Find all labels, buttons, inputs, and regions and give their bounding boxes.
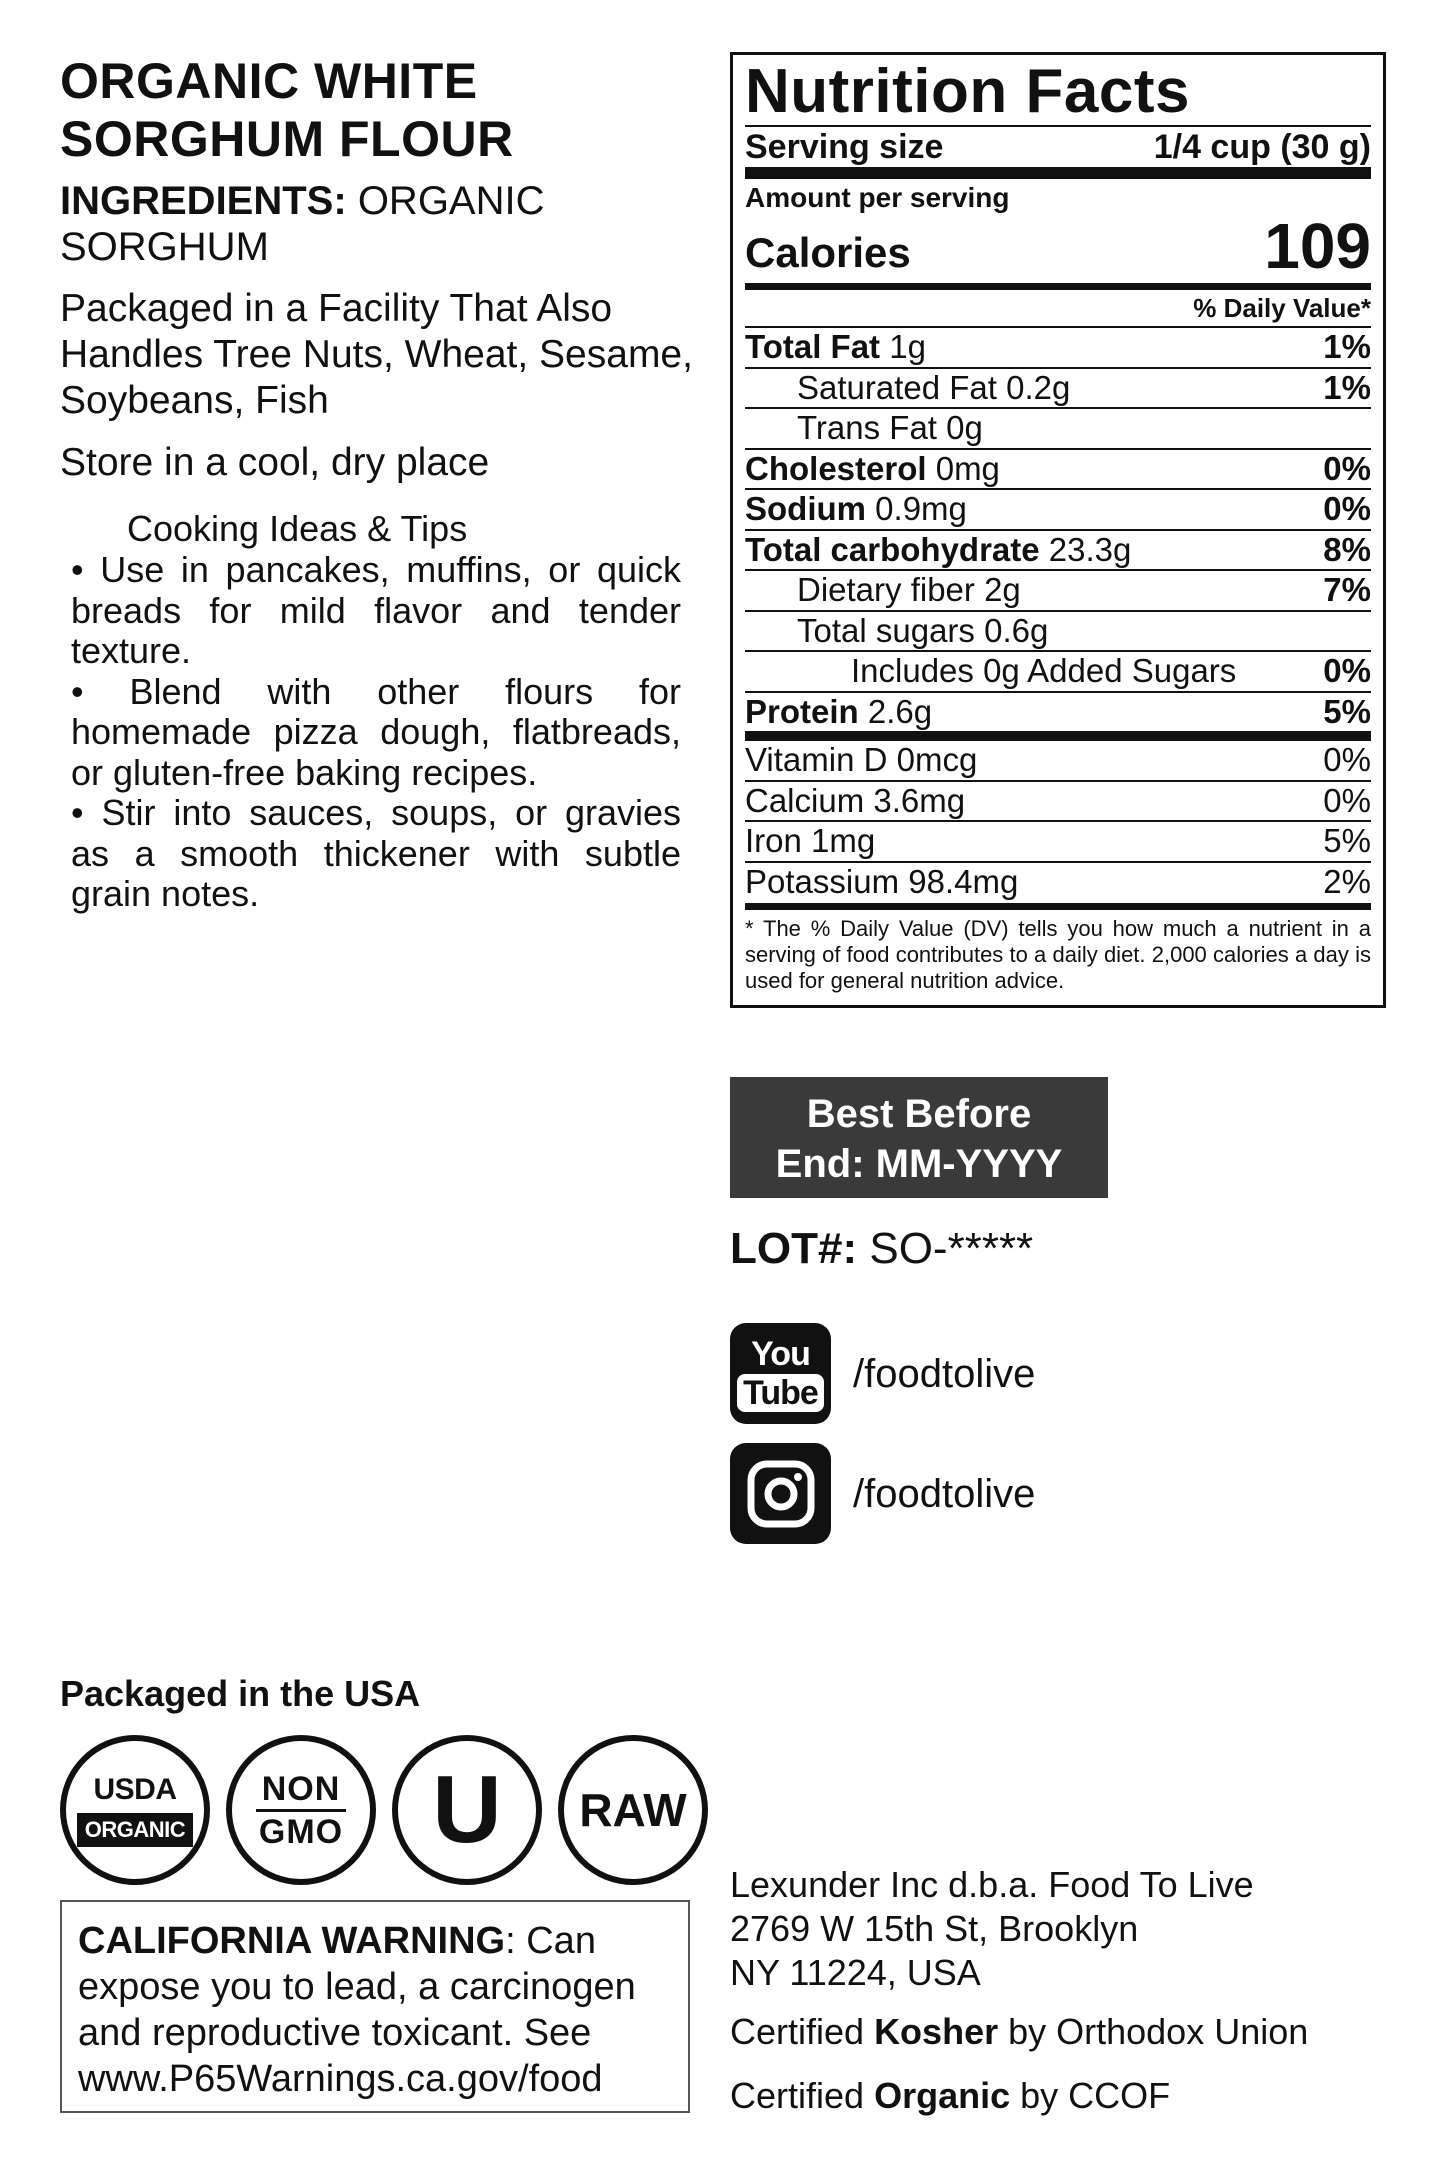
non-gmo-badge-icon <box>226 1735 376 1885</box>
vitamin-row <box>745 741 1371 782</box>
organic-bold: Organic <box>874 2075 1011 2116</box>
vitamin-row <box>745 863 1371 902</box>
vitamin-row <box>745 782 1371 823</box>
warning-label: CALIFORNIA WARNING <box>78 1920 506 1962</box>
nutrient-label: Dietary fiber <box>797 571 975 608</box>
nutrient-dv: 5% <box>1323 692 1371 730</box>
nutrient-amount: 23.3g <box>1048 530 1132 568</box>
product-title-line1: ORGANIC WHITE <box>60 53 478 109</box>
instagram-handle: /foodtolive <box>853 1471 1036 1516</box>
vitamin-dv: 2% <box>1323 862 1371 900</box>
nutrient-row <box>745 407 1371 448</box>
organic-certification <box>730 2074 1170 2118</box>
vitamin-label: Vitamin D 0mcg <box>745 741 978 778</box>
raw-badge-icon <box>558 1735 708 1885</box>
nutrient-dv: 8% <box>1323 530 1371 568</box>
nutrient-label: Cholesterol <box>745 449 927 487</box>
nutrient-dv: 0% <box>1323 449 1371 487</box>
nutrient-dv: 0% <box>1323 652 1371 689</box>
best-before-line2: End: MM-YYYY <box>775 1142 1063 1186</box>
calories-value: 109 <box>1264 210 1371 282</box>
tips-list <box>71 550 681 915</box>
nutrient-row <box>745 529 1371 570</box>
nutrient-row <box>745 650 1371 691</box>
allergen-statement: Packaged in a Facility That Also Handles Tree Nuts, Wheat, Sesame, Soybeans, Fish <box>60 287 693 422</box>
nutrient-label: Protein <box>745 692 859 730</box>
youtube-you-text: You <box>751 1334 810 1373</box>
vitamin-label: Iron 1mg <box>745 822 876 859</box>
vitamin-dv: 0% <box>1323 781 1371 819</box>
vitamin-row <box>745 822 1371 863</box>
nutrient-amount: 0.9mg <box>875 490 967 527</box>
lot-label: LOT#: <box>730 1224 858 1273</box>
california-warning <box>60 1900 690 2113</box>
nutrient-amount: 2.6g <box>867 692 933 730</box>
ou-text: U <box>432 1756 502 1863</box>
product-title <box>60 52 700 168</box>
divider <box>745 903 1371 910</box>
serving-label: Serving size <box>745 128 944 166</box>
nutrition-title: Nutrition Facts <box>745 57 1190 126</box>
nutrient-dv: 7% <box>1323 571 1371 608</box>
tip-item: • Use in pancakes, muffins, or quick breads for mild flavor and tender texture. <box>71 549 681 671</box>
nutrient-dv: 0% <box>1323 490 1371 527</box>
nutrient-label: Saturated Fat <box>797 368 997 406</box>
tip-item: • Blend with other flours for homemade pizza dough, flatbreads, or gluten-free baking recipes. <box>71 670 681 793</box>
nutrient-row <box>745 326 1371 367</box>
youtube-icon <box>730 1323 831 1424</box>
instagram-icon <box>730 1443 831 1544</box>
nutrient-row <box>745 691 1371 732</box>
origin-statement: Packaged in the USA <box>60 1673 421 1714</box>
usda-text: USDA <box>93 1773 177 1806</box>
certification-badges <box>60 1735 708 1885</box>
best-before-box <box>730 1077 1108 1198</box>
nutrient-label: Total Fat <box>745 328 881 365</box>
vitamin-label: Calcium 3.6mg <box>745 781 966 819</box>
nutrient-label: Total carbohydrate <box>745 530 1040 568</box>
address-line3: NY 11224, USA <box>730 1952 981 1993</box>
tips-heading: Cooking Ideas & Tips <box>127 508 468 549</box>
divider <box>745 167 1371 179</box>
calories-row <box>745 210 1371 282</box>
ou-kosher-badge-icon <box>392 1735 542 1885</box>
calories-label: Calories <box>745 229 911 276</box>
nutrient-label: Trans Fat <box>797 409 937 446</box>
nutrient-label: Total sugars <box>797 611 975 649</box>
vitamin-dv: 0% <box>1323 741 1371 778</box>
instagram-link[interactable] <box>730 1443 1035 1544</box>
nutrient-amount: 0.6g <box>984 611 1049 649</box>
nutrition-facts-panel <box>730 52 1386 1008</box>
nutrient-row <box>745 488 1371 529</box>
nutrient-amount: 0g <box>946 409 983 446</box>
ingredients <box>60 178 700 270</box>
nutrient-row <box>745 610 1371 651</box>
nutrient-label: Includes 0g Added Sugars <box>851 652 1237 689</box>
divider <box>745 283 1371 290</box>
youtube-handle: /foodtolive <box>853 1351 1036 1396</box>
usda-organic-text: ORGANIC <box>77 1813 193 1847</box>
daily-value-footnote: * The % Daily Value (DV) tells you how much a nutrient in a serving of food contributes to a daily diet. 2,000 calories a day is used for general nutrition advice. <box>745 916 1371 993</box>
divider <box>745 731 1371 741</box>
nutrient-dv: 1% <box>1323 328 1371 365</box>
amount-per-serving: Amount per serving <box>745 182 1010 213</box>
lot-value: SO-***** <box>869 1224 1034 1273</box>
nutrient-amount: 0mg <box>935 449 1000 487</box>
nutrient-amount: 0.2g <box>1006 368 1071 406</box>
tip-item: • Stir into sauces, soups, or gravies as a smooth thickener with subtle grain notes. <box>71 792 681 914</box>
lot-number <box>730 1223 1033 1275</box>
nutrient-amount: 1g <box>889 328 926 365</box>
best-before-line1: Best Before <box>806 1092 1032 1136</box>
address-line2: 2769 W 15th St, Brooklyn <box>730 1908 1139 1949</box>
organic-post: by CCOF <box>1010 2075 1171 2116</box>
ingredients-label: INGREDIENTS: <box>60 179 347 223</box>
nutrient-row <box>745 367 1371 408</box>
organic-pre: Certified <box>730 2075 875 2116</box>
raw-text: RAW <box>579 1784 687 1836</box>
ingredients-value: ORGANIC SORGHUM <box>60 179 545 269</box>
kosher-post: by Orthodox Union <box>998 2011 1309 2052</box>
company-address <box>730 1863 1254 1995</box>
vitamin-label: Potassium 98.4mg <box>745 862 1019 900</box>
nutrient-dv: 1% <box>1323 368 1371 406</box>
youtube-tube-text: Tube <box>737 1374 824 1412</box>
kosher-certification <box>730 2010 1308 2054</box>
address-line1: Lexunder Inc d.b.a. Food To Live <box>730 1864 1254 1905</box>
kosher-pre: Certified <box>730 2011 875 2052</box>
product-title-line2: SORGHUM FLOUR <box>60 111 514 167</box>
warning-text: : Can expose you to lead, a carcinogen and reproductive toxicant. See www.P65Warnings.ca.gov/food <box>78 1920 636 2100</box>
serving-value: 1/4 cup (30 g) <box>1153 128 1371 166</box>
nutrient-row <box>745 448 1371 489</box>
youtube-link[interactable] <box>730 1323 1035 1424</box>
divider <box>256 1809 346 1812</box>
nutrient-label: Sodium <box>745 490 866 527</box>
vitamin-dv: 5% <box>1323 822 1371 859</box>
storage-instructions: Store in a cool, dry place <box>60 441 490 484</box>
usda-organic-badge-icon <box>60 1735 210 1885</box>
daily-value-header: % Daily Value* <box>1193 293 1371 323</box>
nutrient-row <box>745 569 1371 610</box>
kosher-bold: Kosher <box>874 2011 999 2052</box>
nutrient-amount: 2g <box>984 571 1021 608</box>
non-gmo-bottom-text: GMO <box>258 1812 344 1851</box>
non-gmo-top-text: NON <box>261 1769 341 1808</box>
serving-size <box>745 127 1371 167</box>
